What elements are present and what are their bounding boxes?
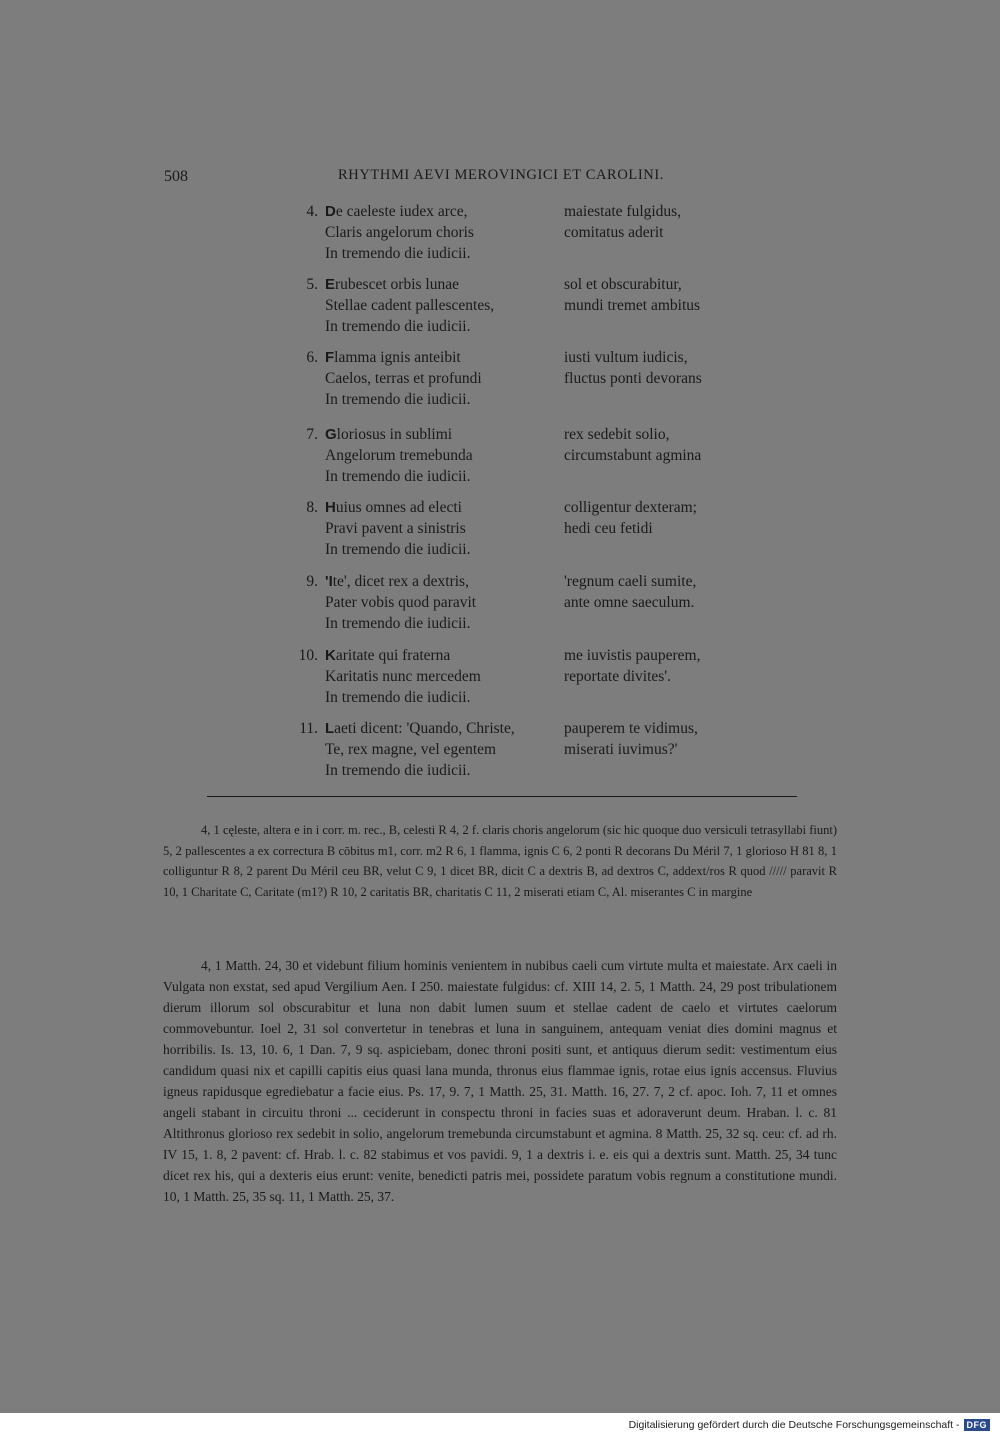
verse-line-1a bbox=[325, 349, 461, 367]
verse-line-1b: me iuvistis pauperem, bbox=[564, 647, 701, 664]
verse-text: lamma ignis anteibit bbox=[334, 349, 461, 366]
verse-line-1b: maiestate fulgidus, bbox=[564, 203, 682, 220]
running-title: RHYTHMI AEVI MEROVINGICI ET CAROLINI. bbox=[338, 167, 665, 183]
verse-line-2a: Claris angelorum choris bbox=[325, 224, 474, 241]
verse-line-2b: miserati iuvimus?' bbox=[564, 741, 678, 758]
refrain-line: In tremendo die iudicii. bbox=[325, 391, 471, 408]
verse-line-2b: hedi ceu fetidi bbox=[564, 520, 653, 537]
dfg-logo-icon: DFG bbox=[964, 1419, 991, 1431]
verse-line-2a: Angelorum tremebunda bbox=[325, 447, 473, 464]
verse-line-1b: 'regnum caeli sumite, bbox=[564, 573, 697, 590]
verse-line-2a: Pravi pavent a sinistris bbox=[325, 520, 466, 537]
verse-line-2b: ante omne saeculum. bbox=[564, 594, 695, 611]
stanza-number: 7. bbox=[306, 426, 318, 443]
stanza-number: 8. bbox=[306, 499, 318, 516]
stanza-number: 9. bbox=[306, 573, 318, 590]
verse-line-1a bbox=[325, 499, 462, 517]
verse-line-1a bbox=[325, 426, 452, 444]
verse-line-2b: fluctus ponti devorans bbox=[564, 370, 702, 387]
verse-text: loriosus in sublimi bbox=[336, 426, 453, 443]
verse-text: e caeleste iudex arce, bbox=[335, 203, 468, 220]
refrain-line: In tremendo die iudicii. bbox=[325, 615, 471, 632]
verse-line-1b: colligentur dexteram; bbox=[564, 499, 697, 516]
verse-line-2a: Pater vobis quod paravit bbox=[325, 594, 477, 611]
footer-text: Digitalisierung gefördert durch die Deutsche Forschungsgemeinschaft - bbox=[628, 1419, 960, 1431]
refrain-line: In tremendo die iudicii. bbox=[325, 318, 471, 335]
stanza-number: 6. bbox=[306, 349, 318, 366]
verse-line-1a bbox=[325, 276, 459, 294]
verse-text: te', dicet rex a dextris, bbox=[332, 573, 469, 590]
verse-line-1b: iusti vultum iudicis, bbox=[564, 349, 688, 366]
refrain-line: In tremendo die iudicii. bbox=[325, 762, 471, 779]
verse-line-1b: pauperem te vidimus, bbox=[564, 720, 698, 737]
stanza-initial: E bbox=[325, 276, 336, 293]
refrain-line: In tremendo die iudicii. bbox=[325, 541, 471, 558]
stanza-initial: D bbox=[325, 203, 336, 220]
verse-text: uius omnes ad electi bbox=[335, 499, 462, 516]
verse-line-1a bbox=[325, 203, 468, 221]
verse-line-2b: mundi tremet ambitus bbox=[564, 297, 701, 314]
verse-line-1b: sol et obscurabitur, bbox=[564, 276, 682, 293]
verse-line-2a: Stellae cadent pallescentes, bbox=[325, 297, 495, 314]
verse-line-2a: Caelos, terras et profundi bbox=[325, 370, 482, 387]
verse-line-2a: Te, rex magne, vel egentem bbox=[325, 741, 497, 758]
refrain-line: In tremendo die iudicii. bbox=[325, 245, 471, 262]
verse-line-2b: circumstabunt agmina bbox=[564, 447, 702, 464]
stanza-initial: F bbox=[325, 349, 335, 366]
verse-line-1a bbox=[325, 647, 450, 665]
page-number: 508 bbox=[164, 168, 188, 185]
verse-line-1a bbox=[325, 573, 469, 591]
verse-line-2a: Karitatis nunc mercedem bbox=[325, 668, 481, 685]
stanza-initial: H bbox=[325, 499, 336, 516]
separator-rule bbox=[207, 796, 797, 797]
critical-apparatus: 4, 1 cęleste, altera e in i corr. m. rec., B, celesti R 4, 2 f. claris choris angelorum (sic hic quoque duo versiculi tetrasyllabi fiunt) 5, 2 pallescentes a ex correctura B cōbitus m1, corr. m2 R 6, 1 flamma, ignis C 6, 2 ponti R decorans Du Méril 7, 1 glorioso H 81 8, 1 colliguntur R 8, 2 parent Du Méril ceu BR, velut C 9, 1 dicet BR, dicit C a dextris B, ad dextros C, addext/ros R quod ///// paravit R 10, 1 Charitate C, Caritate (m1?) R 10, 2 caritatis BR, charitatis C 11, 2 miserati etiam C, Al. miserantes C in margine bbox=[163, 823, 837, 899]
stanza-number: 10. bbox=[298, 647, 318, 664]
refrain-line: In tremendo die iudicii. bbox=[325, 468, 471, 485]
verse-line-1a bbox=[325, 720, 515, 738]
stanza-initial: G bbox=[325, 426, 337, 443]
stanza-initial: L bbox=[325, 720, 335, 737]
refrain-line: In tremendo die iudicii. bbox=[325, 689, 471, 706]
verse-text: rubescet orbis lunae bbox=[335, 276, 459, 293]
verse-text: aeti dicent: 'Quando, Christe, bbox=[334, 720, 515, 737]
source-notes: 4, 1 Matth. 24, 30 et videbunt filium hominis venientem in nubibus caeli cum virtute multa et maiestate. Arx caeli in Vulgata non exstat, sed apud Vergilium Aen. I 250. maiestate fulgidus: cf. XIII 14, 2. 5, 1 Matth. 24, 29 post tribulationem dierum illorum sol obscurabitur et luna non dabit lumen suum et stellae cadent de caelo et virtutes caelorum commovebuntur. Ioel 2, 31 sol convertetur in tenebras et luna in sanguinem, antequam veniat dies domini magnus et horribilis. Is. 13, 10. 6, 1 Dan. 7, 9 sq. aspiciebam, donec throni positi sunt, et antiquus dierum sedit: vestimentum eius candidum quasi nix et capilli capitis eius quasi lana munda, thronus eius flammae ignis, rotae eius ignis accensus. Fluvius igneus rapidusque egrediebatur a facie eius. Ps. 17, 9. 7, 1 Matth. 25, 31. Matth. 16, 27. 7, 2 cf. apoc. Ioh. 7, 11 et omnes angeli stabant in circuitu throni ... ceciderunt in conspectu throni in facies suas et adoraverunt deum. Hraban. l. c. 81 Altithronus glorioso rex sedebit in solio, angelorum tremebunda circumstabunt et agmina. 8 Matth. 25, 32 sq. ceu: cf. ad rh. IV 15, 1. 8, 2 pavent: cf. Hrab. l. c. 82 stabimus et vos pavidi. 9, 1 a dextris i. e. eis qui a dextris sunt. Matth. 25, 34 tunc dicet rex his, qui a dexteris eius erunt: venite, benedicti patris mei, possidete paratum vobis regnum a constitutione mundi. 10, 1 Matth. 25, 35 sq. 11, 1 Matth. 25, 37. bbox=[163, 958, 837, 1204]
stanza-number: 11. bbox=[299, 720, 318, 737]
stanza-number: 4. bbox=[306, 203, 318, 220]
stanza-initial: K bbox=[325, 647, 336, 664]
digitization-footer bbox=[629, 1418, 990, 1432]
verse-line-2b: reportate divites'. bbox=[564, 668, 671, 685]
stanza-number: 5. bbox=[306, 276, 318, 293]
stanza-initial: 'I bbox=[325, 573, 333, 590]
verse-line-1b: rex sedebit solio, bbox=[564, 426, 670, 443]
verse-line-2b: comitatus aderit bbox=[564, 224, 664, 241]
verse-text: aritate qui fraterna bbox=[335, 647, 451, 664]
